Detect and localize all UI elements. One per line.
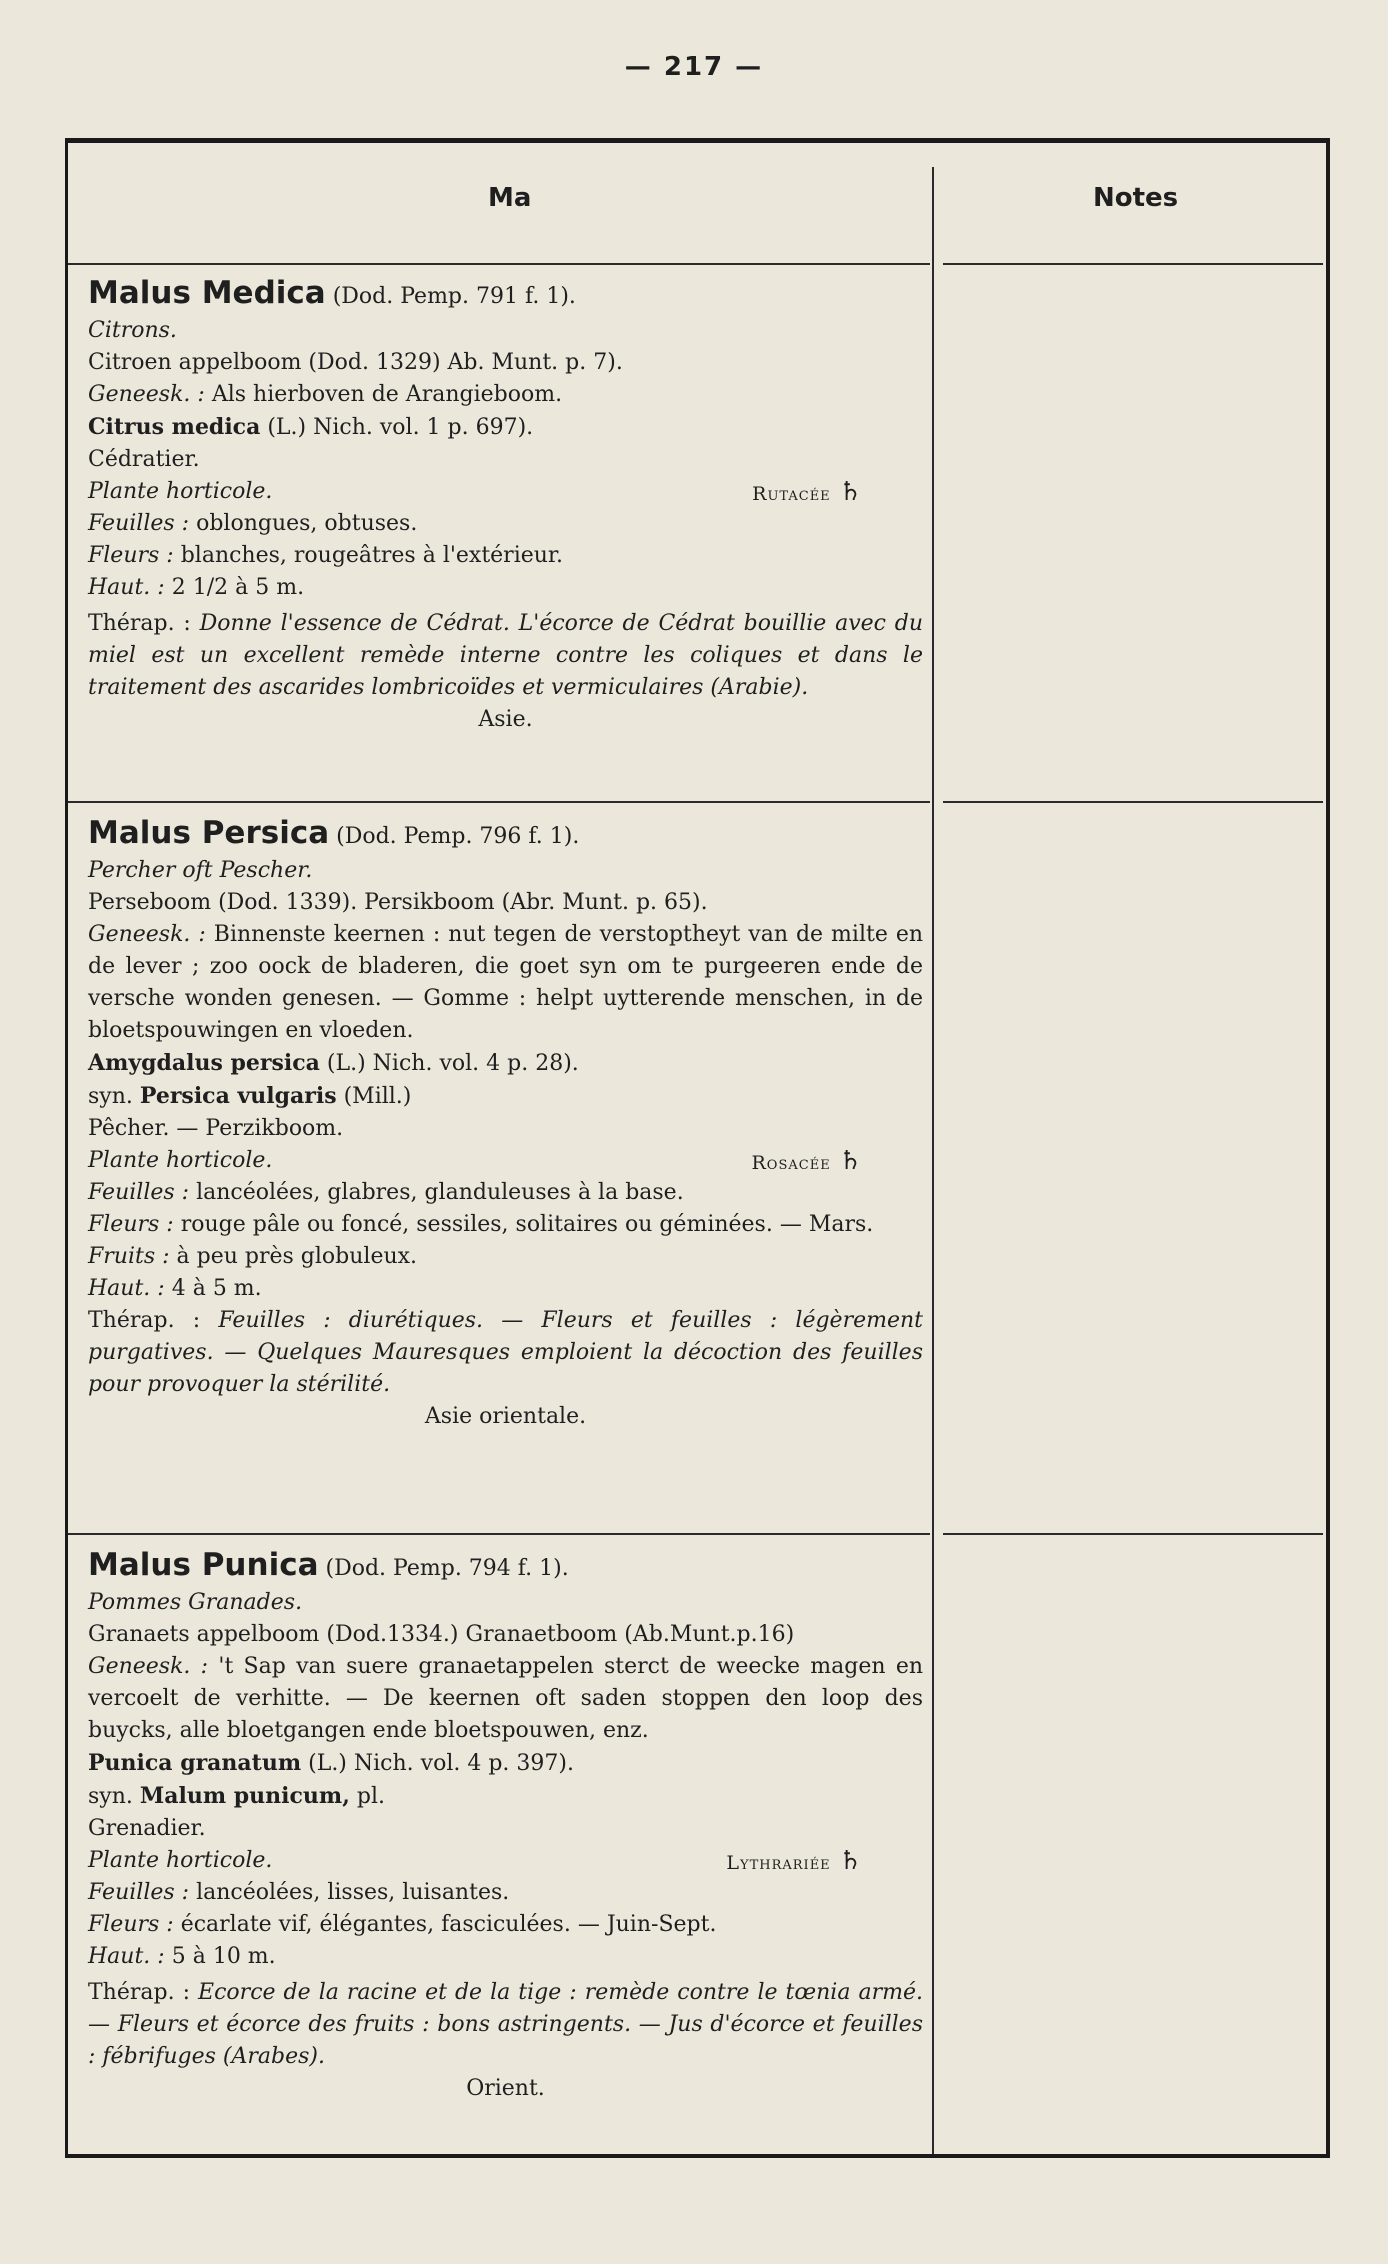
family-name: Rutacée — [752, 483, 831, 505]
field-label: Haut. : — [88, 1276, 165, 1301]
plant-type: Plante horticole. — [88, 1148, 273, 1173]
field-value: blanches, rougeâtres à l'extérieur. — [180, 543, 564, 568]
therapy-text: Donne l'essence de Cédrat. L'écorce de Cédrat bouillie avec du miel est un excellent remède interne contre les coliques et dans le traitement des ascarides lombricoïdes et vermiculaires (Arabie). — [88, 611, 924, 700]
scientific-name: Punica granatum — [88, 1750, 302, 1776]
scientific-name: Citrus medica — [88, 414, 261, 440]
field-value: oblongues, obtuses. — [196, 511, 418, 536]
origin: Asie. — [478, 707, 533, 732]
entry-reference: (Dod. Pemp. 791 f. 1). — [332, 284, 576, 309]
field-label: Geneesk. : — [88, 922, 206, 947]
field-label: Feuilles : — [88, 1880, 190, 1905]
french-name: Pêcher. — Perzikboom. — [88, 1116, 344, 1141]
field-label: Fruits : — [88, 1244, 170, 1269]
field-value: lancéolées, glabres, glanduleuses à la base. — [196, 1180, 684, 1205]
column-header-ma: Ma — [488, 183, 532, 213]
header-rule-right — [943, 263, 1323, 265]
field-label: Fleurs : — [88, 543, 174, 568]
french-name: Cédratier. — [88, 447, 200, 472]
field-value: 2 1/2 à 5 m. — [171, 575, 305, 600]
field-value: écarlate vif, élégantes, fasciculées. — Juin-Sept. — [180, 1912, 717, 1937]
entry-malus-medica — [88, 271, 923, 736]
field-label: Geneesk. : — [88, 382, 205, 407]
shrub-symbol-icon: ♄ — [838, 1846, 863, 1876]
divider-entry-1-right — [943, 801, 1323, 803]
family-name: Rosacée — [751, 1152, 831, 1174]
synonym-label: syn. — [88, 1784, 133, 1809]
field-value: lancéolées, lisses, luisantes. — [196, 1880, 510, 1905]
plant-type: Plante horticole. — [88, 1848, 273, 1873]
entry-title: Malus Medica — [88, 275, 326, 311]
entry-reference: (Dod. Pemp. 794 f. 1). — [325, 1556, 569, 1581]
field-label: Fleurs : — [88, 1912, 174, 1937]
glossary-table — [65, 138, 1330, 2158]
scientific-reference: (L.) Nich. vol. 4 p. 397). — [308, 1751, 574, 1776]
field-value: 4 à 5 m. — [171, 1276, 262, 1301]
header-rule-left — [68, 263, 930, 265]
therapy-label: Thérap. : — [88, 1980, 191, 2005]
common-name: Citrons. — [88, 318, 177, 343]
plant-type: Plante horticole. — [88, 479, 273, 504]
entry-title: Malus Persica — [88, 815, 330, 851]
shrub-symbol-icon: ♄ — [838, 477, 863, 507]
divider-entry-1-left — [68, 801, 930, 803]
divider-entry-2-left — [68, 1533, 930, 1535]
origin: Orient. — [466, 2076, 545, 2101]
field-label: Fleurs : — [88, 1212, 174, 1237]
therapy-text: Ecorce de la racine et de la tige : remède contre le tœnia armé. — Fleurs et écorce des fruits : bons astringents. — Jus d'écorce et feuilles : fébrifuges (Arabes). — [88, 1980, 923, 2069]
entry-malus-persica — [88, 811, 923, 1433]
synonym-author: (Mill.) — [343, 1084, 412, 1109]
entry-malus-punica — [88, 1543, 923, 2105]
scientific-reference: (L.) Nich. vol. 4 p. 28). — [326, 1051, 579, 1076]
field-label: Feuilles : — [88, 511, 190, 536]
french-name: Grenadier. — [88, 1816, 206, 1841]
column-header-notes: Notes — [1093, 183, 1179, 213]
entry-reference: (Dod. Pemp. 796 f. 1). — [336, 824, 580, 849]
common-name: Pommes Granades. — [88, 1590, 303, 1615]
therapy-label: Thérap. : — [88, 1308, 201, 1333]
divider-entry-2-right — [943, 1533, 1323, 1535]
common-name: Percher oft Pescher. — [88, 858, 313, 883]
family-name: Lythrariée — [726, 1852, 831, 1874]
field-label: Geneesk. : — [88, 1654, 209, 1679]
synonym-author: pl. — [356, 1784, 385, 1809]
field-value: rouge pâle ou foncé, sessiles, solitaires ou géminées. — Mars. — [180, 1212, 874, 1237]
origin: Asie orientale. — [424, 1404, 587, 1429]
field-value: 't Sap van suere granaetappelen sterct de weecke magen en vercoelt de verhitte. — De keernen oft saden stoppen den loop des buycks, alle bloetgangen ende bloetspouwen, enz. — [88, 1654, 924, 1743]
field-value: 5 à 10 m. — [171, 1944, 276, 1969]
dutch-name: Granaets appelboom (Dod.1334.) Granaetboom (Ab.Munt.p.16) — [88, 1622, 795, 1647]
field-value: Binnenste keernen : nut tegen de verstoptheyt van de milte en de lever ; zoo oock de bladeren, die goet syn om te purgeeren ende de versche wonden genesen. — Gomme : helpt uytterende menschen, in de bloetspouwingen en vloeden. — [88, 922, 924, 1043]
field-value: Als hierboven de Arangieboom. — [211, 382, 563, 407]
entry-title: Malus Punica — [88, 1547, 319, 1583]
dutch-name: Citroen appelboom (Dod. 1329) Ab. Munt. p. 7). — [88, 350, 623, 375]
therapy-text: Feuilles : diurétiques. — Fleurs et feuilles : légèrement purgatives. — Quelques Mauresques emploient la décoction des feuilles pour provoquer la stérilité. — [88, 1308, 924, 1397]
therapy-label: Thérap. : — [88, 611, 191, 636]
column-divider — [932, 167, 934, 2154]
synonym-name: Malum punicum, — [139, 1783, 350, 1809]
field-label: Haut. : — [88, 1944, 165, 1969]
synonym-label: syn. — [88, 1084, 133, 1109]
field-label: Feuilles : — [88, 1180, 190, 1205]
field-value: à peu près globuleux. — [176, 1244, 418, 1269]
scientific-name: Amygdalus persica — [88, 1050, 320, 1076]
shrub-symbol-icon: ♄ — [838, 1146, 863, 1176]
page-number: — 217 — — [624, 52, 764, 82]
field-label: Haut. : — [88, 575, 165, 600]
scientific-reference: (L.) Nich. vol. 1 p. 697). — [267, 415, 534, 440]
dutch-name: Perseboom (Dod. 1339). Persikboom (Abr. Munt. p. 65). — [88, 890, 708, 915]
synonym-name: Persica vulgaris — [139, 1083, 337, 1109]
